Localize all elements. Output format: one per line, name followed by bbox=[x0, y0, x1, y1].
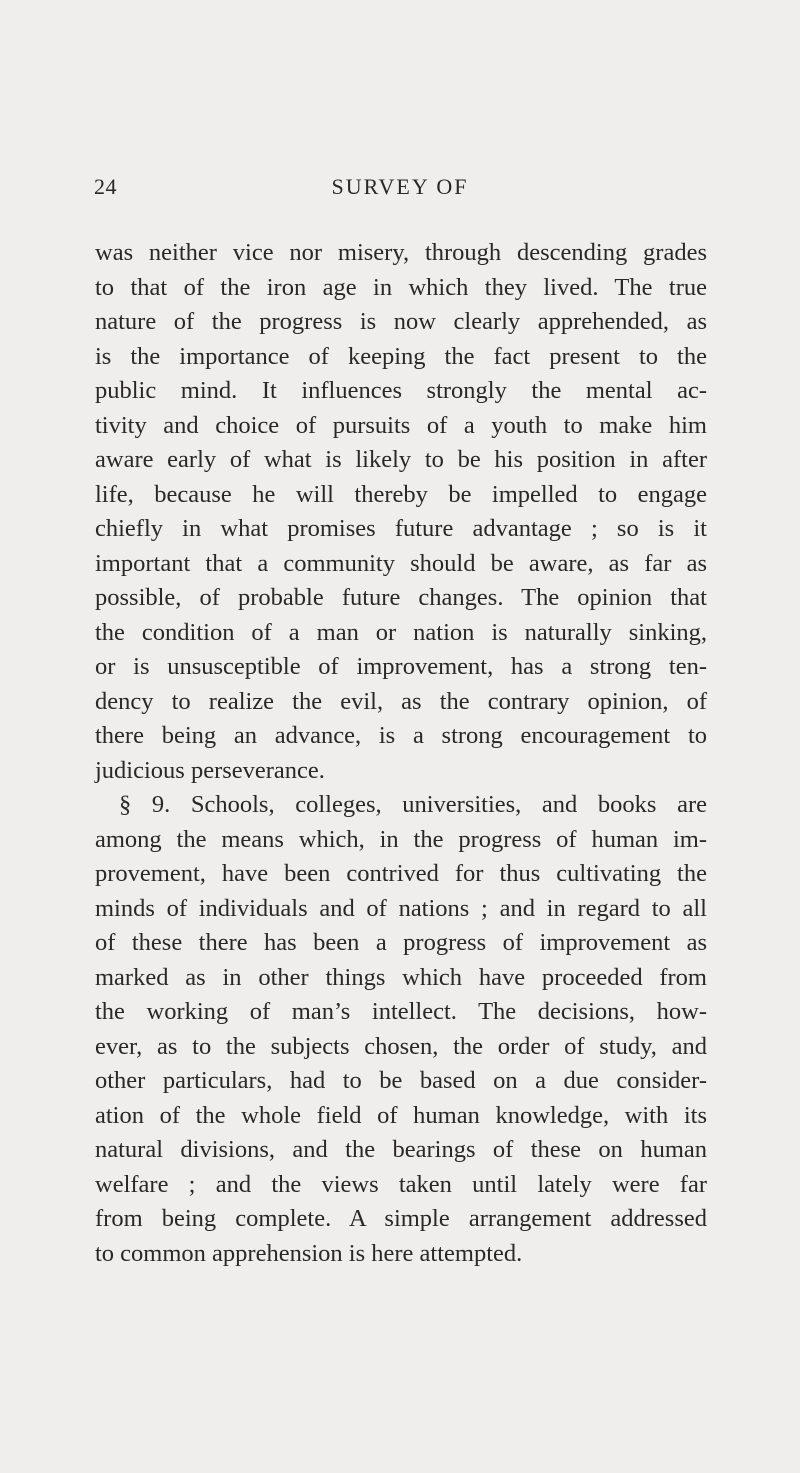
text-line: was neither vice nor misery, through descending grades bbox=[95, 239, 707, 266]
text-line: important that a community should be aware, as far as bbox=[95, 549, 707, 577]
body-text bbox=[95, 236, 707, 1271]
text-line: the condition of a man or nation is naturally sinking, bbox=[95, 618, 707, 646]
text-line: to common apprehension is here attempted. bbox=[95, 1239, 523, 1267]
text-line: tivity and choice of pursuits of a youth to make him bbox=[95, 411, 707, 439]
text-line: life, because he will thereby be impelled to engage bbox=[95, 480, 707, 508]
text-line: ation of the whole field of human knowledge, with its bbox=[95, 1101, 707, 1129]
text-line: ever, as to the subjects chosen, the order of study, and bbox=[95, 1032, 707, 1060]
text-line: judicious perseverance. bbox=[95, 756, 325, 784]
text-line: there being an advance, is a strong encouragement to bbox=[95, 722, 707, 749]
text-line: public mind. It influences strongly the mental ac- bbox=[95, 377, 707, 404]
text-line: possible, of probable future changes. The opinion that bbox=[95, 584, 707, 611]
text-line: of these there has been a progress of improvement as bbox=[95, 929, 707, 956]
text-line: or is unsusceptible of improvement, has a strong ten- bbox=[95, 653, 707, 680]
text-line: natural divisions, and the bearings of these on human bbox=[95, 1136, 707, 1163]
page-number: 24 bbox=[94, 174, 117, 199]
text-line: minds of individuals and of nations ; and in regard to all bbox=[95, 894, 707, 922]
text-line: marked as in other things which have proceeded from bbox=[95, 963, 707, 991]
text-line: aware early of what is likely to be his position in after bbox=[95, 446, 707, 473]
text-line: nature of the progress is now clearly apprehended, as bbox=[95, 308, 707, 335]
text-line: the working of man’s intellect. The decisions, how- bbox=[95, 998, 707, 1025]
text-line: provement, have been contrived for thus cultivating the bbox=[95, 860, 707, 887]
text-line: is the importance of keeping the fact present to the bbox=[95, 342, 707, 370]
section-start-line: § 9. Schools, colleges, universities, and books are bbox=[119, 791, 707, 818]
page-header bbox=[94, 174, 706, 204]
text-line: to that of the iron age in which they lived. The true bbox=[95, 273, 707, 301]
text-line: dency to realize the evil, as the contrary opinion, of bbox=[95, 687, 707, 715]
running-head: SURVEY OF bbox=[331, 174, 469, 199]
text-line: welfare ; and the views taken until lately were far bbox=[95, 1170, 707, 1198]
text-line: from being complete. A simple arrangement addressed bbox=[95, 1205, 707, 1232]
text-line: other particulars, had to be based on a due consider- bbox=[95, 1067, 707, 1094]
text-line: among the means which, in the progress of human im- bbox=[95, 825, 707, 853]
text-line: chiefly in what promises future advantage ; so is it bbox=[95, 515, 707, 542]
